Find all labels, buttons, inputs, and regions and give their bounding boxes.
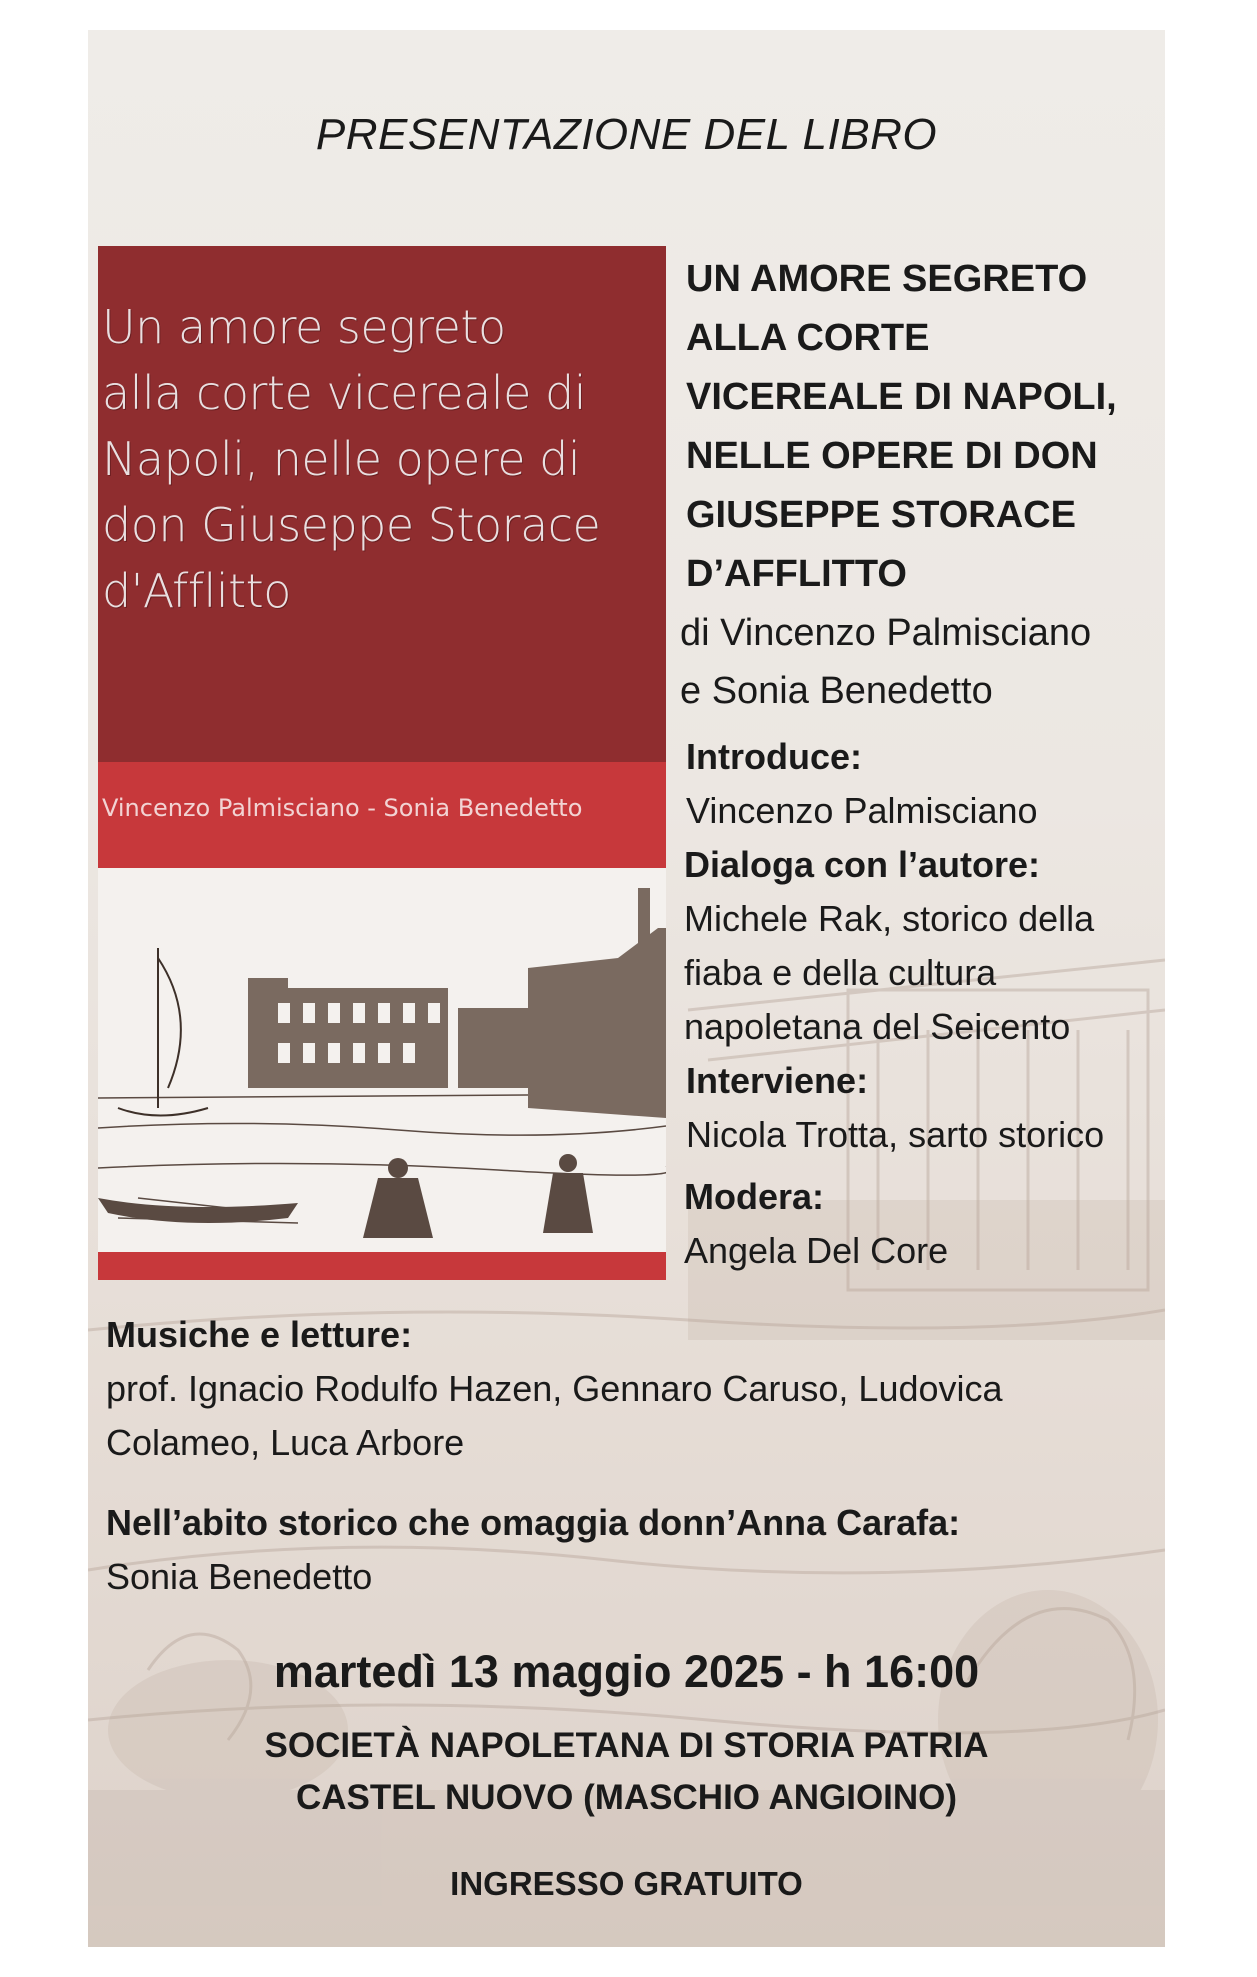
interviene-section bbox=[686, 1054, 1165, 1162]
book-title-line: NELLE OPERE DI DON bbox=[686, 435, 1098, 477]
abito-label: Nell’abito storico che omaggia donn’Anna Carafa: bbox=[106, 1502, 961, 1543]
cover-title: Un amore segreto alla corte vicereale di Napoli, nelle opere di don Giuseppe Storace d'Afflitto bbox=[102, 300, 601, 618]
dialoga-label: Dialoga con l’autore: bbox=[684, 844, 1041, 885]
dialoga-line: napoletana del Seicento bbox=[684, 1006, 1071, 1047]
dialoga-line: fiaba e della cultura bbox=[684, 952, 997, 993]
venue-line: CASTEL NUOVO (MASCHIO ANGIOINO) bbox=[295, 1778, 958, 1817]
castle-engraving-image bbox=[98, 868, 666, 1252]
book-title-line: UN AMORE SEGRETO bbox=[686, 258, 1088, 300]
modera-section bbox=[684, 1170, 1165, 1278]
cover-bottom-band bbox=[98, 1252, 666, 1280]
introduce-name: Vincenzo Palmisciano bbox=[686, 790, 1038, 831]
event-datetime: martedì 13 maggio 2025 - h 16:00 bbox=[273, 1646, 980, 1697]
modera-name: Angela Del Core bbox=[684, 1230, 949, 1271]
abito-name: Sonia Benedetto bbox=[106, 1556, 373, 1597]
authors-line: e Sonia Benedetto bbox=[680, 670, 993, 712]
interviene-name: Nicola Trotta, sarto storico bbox=[686, 1114, 1105, 1155]
musiche-section bbox=[106, 1308, 1146, 1470]
introduce-section bbox=[686, 730, 1165, 838]
musiche-line: prof. Ignacio Rodulfo Hazen, Gennaro Caruso, Ludovica bbox=[106, 1368, 1003, 1409]
dialoga-line: Michele Rak, storico della bbox=[684, 898, 1095, 939]
book-title-line: ALLA CORTE bbox=[686, 317, 930, 359]
book-title bbox=[686, 250, 1156, 604]
book-title-line: D’AFFLITTO bbox=[686, 553, 907, 595]
authors-line: di Vincenzo Palmisciano bbox=[680, 612, 1092, 654]
event-poster bbox=[88, 30, 1165, 1947]
admission-note: INGRESSO GRATUITO bbox=[450, 1865, 803, 1902]
presentation-heading: PRESENTAZIONE DEL LIBRO bbox=[315, 110, 938, 159]
dialoga-section bbox=[684, 838, 1165, 1054]
venue-line: SOCIETÀ NAPOLETANA DI STORIA PATRIA bbox=[264, 1726, 989, 1765]
book-title-line: GIUSEPPE STORACE bbox=[686, 494, 1076, 536]
introduce-label: Introduce: bbox=[686, 736, 862, 777]
cover-authors: Vincenzo Palmisciano - Sonia Benedetto bbox=[102, 794, 583, 822]
modera-label: Modera: bbox=[684, 1176, 825, 1217]
book-title-line: VICEREALE DI NAPOLI, bbox=[686, 376, 1117, 418]
event-venue bbox=[88, 1720, 1165, 1824]
musiche-label: Musiche e letture: bbox=[106, 1314, 413, 1355]
book-cover bbox=[98, 246, 666, 1280]
interviene-label: Interviene: bbox=[686, 1060, 869, 1101]
abito-section bbox=[106, 1496, 1146, 1604]
book-authors bbox=[680, 604, 1160, 720]
musiche-line: Colameo, Luca Arbore bbox=[106, 1422, 465, 1463]
